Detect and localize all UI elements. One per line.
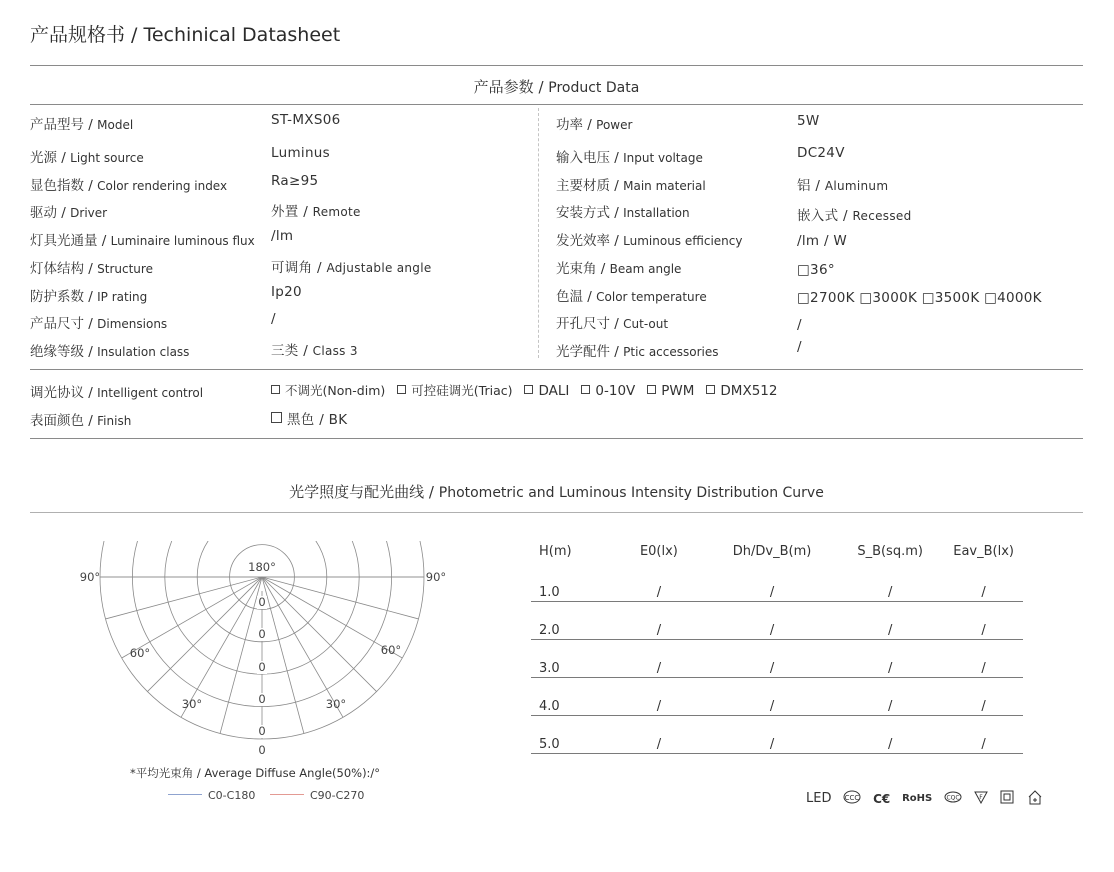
- spec-value-en: Remote: [312, 205, 361, 219]
- spec-value: [271, 339, 358, 359]
- spec-label: [30, 229, 255, 249]
- spec-value-cn: 嵌入式 /: [797, 208, 853, 224]
- spec-value-cn: 铝 /: [797, 178, 825, 194]
- spec-label: [556, 257, 681, 277]
- spec-label-cn: 产品尺寸 /: [30, 316, 98, 332]
- table-cell: /: [708, 716, 836, 754]
- spec-value: [271, 145, 330, 161]
- spec-label: [30, 340, 189, 360]
- table-cell: /: [836, 678, 944, 716]
- spec-value-text: DC24V: [797, 145, 845, 161]
- spec-label-en: Insulation class: [97, 345, 190, 359]
- spec-value: [797, 174, 888, 194]
- radial-label: 0: [258, 660, 266, 674]
- spec-label-en: Beam angle: [609, 262, 682, 276]
- legend-c0: [168, 789, 255, 802]
- spec-label-cn: 灯体结构 /: [30, 261, 98, 277]
- legend-line-c0: [168, 794, 202, 795]
- spec-label: [556, 285, 707, 305]
- table-cell: /: [836, 716, 944, 754]
- product-data-title-cn: 产品参数 /: [473, 78, 549, 96]
- legend-line-c90: [270, 794, 304, 795]
- spec-label-cn: 灯具光通量 /: [30, 233, 111, 249]
- table-cell: 1.0: [531, 564, 610, 602]
- control-option: [706, 383, 777, 399]
- spec-value: [271, 256, 432, 276]
- spec-value: [271, 228, 293, 244]
- spec-label: [556, 113, 632, 133]
- control-option-label: DMX512: [720, 383, 778, 399]
- table-cell: /: [944, 564, 1023, 602]
- spec-value-en: Aluminum: [824, 179, 889, 193]
- spec-value: [797, 113, 820, 129]
- spec-label-cn: 绝缘等级 /: [30, 344, 98, 360]
- spec-value: [271, 112, 341, 128]
- product-data-title: [30, 76, 1083, 97]
- spec-label-en: Luminaire luminous flux: [110, 234, 255, 248]
- finish-label: [30, 409, 131, 429]
- spec-value-text: /: [797, 339, 802, 355]
- photometric-table: [531, 538, 1023, 754]
- spec-label-en: Main material: [623, 179, 706, 193]
- table-cell: /: [610, 640, 708, 678]
- control-option: [581, 383, 635, 399]
- control-label-en: Intelligent control: [97, 386, 204, 400]
- control-option: [271, 381, 385, 399]
- spec-label-cn: 光学配件 /: [556, 344, 624, 360]
- spec-label-en: Cut-out: [623, 317, 669, 331]
- radial-label: 0: [258, 743, 266, 757]
- class-ii-icon: [1000, 790, 1014, 807]
- polar-spoke: [262, 577, 304, 733]
- divider: [30, 438, 1083, 439]
- spec-value-text: /lm / W: [797, 233, 848, 249]
- spec-value-cn: 外置 /: [271, 204, 313, 220]
- spec-label: [30, 201, 107, 221]
- table-cell: /: [708, 602, 836, 640]
- spec-value: [797, 233, 847, 249]
- spec-label-cn: 输入电压 /: [556, 150, 624, 166]
- spec-label-en: Power: [596, 118, 633, 132]
- spec-value-text: □36°: [797, 262, 835, 278]
- ce-mark: C€: [873, 791, 891, 806]
- control-option-label: 不调光(Non-dim): [285, 383, 386, 398]
- spec-label-en: Ptic accessories: [623, 345, 719, 359]
- radial-label: 0: [258, 724, 266, 738]
- spec-value-text: /: [797, 317, 802, 333]
- table-cell: /: [836, 602, 944, 640]
- table-cell: /: [944, 640, 1023, 678]
- checkbox[interactable]: [647, 385, 656, 394]
- spec-label-en: Light source: [70, 151, 144, 165]
- spec-label: [30, 285, 147, 305]
- legend-c90: [270, 789, 364, 802]
- table-cell: /: [836, 564, 944, 602]
- spec-label-cn: 色温 /: [556, 289, 597, 305]
- spec-label-cn: 功率 /: [556, 117, 597, 133]
- spec-label-en: Installation: [623, 206, 690, 220]
- spec-value: [797, 204, 912, 224]
- angle-label-30-left: 30°: [181, 697, 203, 711]
- spec-label: [556, 312, 668, 332]
- finish-value-text: 黑色 / BK: [287, 412, 348, 428]
- rohs-mark: RoHS: [902, 793, 933, 804]
- control-options: [271, 381, 789, 399]
- table-cell: /: [610, 716, 708, 754]
- checkbox[interactable]: [581, 385, 590, 394]
- table-row: [531, 640, 1023, 678]
- table-cell: /: [708, 640, 836, 678]
- finish-label-cn: 表面颜色 /: [30, 413, 98, 429]
- control-option-label: 0-10V: [595, 383, 636, 399]
- table-row: [531, 678, 1023, 716]
- ccc-icon: [843, 790, 861, 807]
- spec-value: [271, 311, 276, 327]
- spec-label: [556, 146, 703, 166]
- control-option: [524, 383, 569, 399]
- table-cell: /: [610, 678, 708, 716]
- spec-label-en: Color temperature: [596, 290, 707, 304]
- table-header-cell: E0(lx): [639, 543, 678, 559]
- control-label: [30, 381, 203, 401]
- spec-label: [556, 174, 706, 194]
- spec-label-cn: 发光效率 /: [556, 233, 624, 249]
- photometric-title-en: Photometric and Luminous Intensity Distribution Curve: [438, 485, 824, 501]
- angle-label-30-right: 30°: [325, 697, 347, 711]
- table-row: [531, 602, 1023, 640]
- table-header-cell: Dh/Dv_B(m): [732, 543, 812, 559]
- divider: [30, 104, 1083, 105]
- polar-spoke: [106, 577, 262, 619]
- spec-value-en: Class 3: [312, 344, 358, 358]
- page-title: 产品规格书 / Techinical Datasheet: [30, 24, 341, 46]
- spec-value-text: Luminus: [271, 145, 330, 161]
- polar-spoke: [147, 577, 262, 692]
- spec-value-cn: 三类 /: [271, 343, 313, 359]
- spec-label-cn: 产品型号 /: [30, 117, 98, 133]
- spec-label-en: Dimensions: [97, 317, 168, 331]
- spec-label: [556, 201, 690, 221]
- spec-label-cn: 防护系数 /: [30, 289, 98, 305]
- table-cell: /: [944, 678, 1023, 716]
- finish-value: [271, 408, 347, 428]
- polar-spoke: [262, 577, 377, 692]
- table-row: [531, 564, 1023, 602]
- checkbox[interactable]: [706, 385, 715, 394]
- legend-label-c0: C0-C180: [208, 789, 256, 802]
- spec-value: [797, 262, 835, 278]
- spec-value: [797, 317, 802, 333]
- spec-value-text: Ip20: [271, 284, 302, 300]
- divider: [30, 512, 1083, 513]
- table-cell: 3.0: [531, 640, 610, 678]
- indoor-use-icon: [1026, 789, 1044, 808]
- spec-value-text: /: [271, 311, 276, 327]
- svg-text:CQC: CQC: [946, 794, 960, 802]
- table-cell: /: [944, 716, 1023, 754]
- table-cell: /: [836, 640, 944, 678]
- table-cell: /: [610, 602, 708, 640]
- spec-label: [30, 257, 153, 277]
- checkbox[interactable]: [271, 412, 282, 423]
- svg-text:F: F: [979, 793, 983, 801]
- spec-label-cn: 安装方式 /: [556, 205, 624, 221]
- table-header-cell: Eav_B(lx): [953, 543, 1014, 559]
- spec-value: [797, 145, 845, 161]
- spec-value: [797, 339, 802, 355]
- spec-value-text: □2700K □3000K □3500K □4000K: [797, 290, 1042, 306]
- table-cell: 2.0: [531, 602, 610, 640]
- spec-value-text: 5W: [797, 113, 820, 129]
- divider: [30, 65, 1083, 66]
- spec-value-en: Adjustable angle: [326, 261, 432, 275]
- polar-spoke: [220, 577, 262, 733]
- table-header-cell: S_B(sq.m): [857, 543, 923, 559]
- product-data-title-en: Product Data: [548, 80, 640, 96]
- spec-value-text: ST-MXS06: [271, 112, 341, 128]
- finish-label-en: Finish: [97, 414, 132, 428]
- spec-label-en: Luminous efficiency: [623, 234, 743, 248]
- spec-label-cn: 光源 /: [30, 150, 71, 166]
- spec-value-en: Recessed: [852, 209, 912, 223]
- spec-label-cn: 光束角 /: [556, 261, 610, 277]
- photometric-title: [30, 481, 1083, 502]
- table-cell: /: [708, 564, 836, 602]
- angle-label-60-left: 60°: [129, 646, 151, 660]
- control-option: [397, 381, 512, 399]
- spec-value: [797, 290, 1042, 306]
- spec-label: [30, 174, 227, 194]
- spec-label-en: Color rendering index: [97, 179, 228, 193]
- spec-label: [556, 229, 742, 249]
- radial-label: 0: [258, 595, 266, 609]
- angle-label-60-right: 60°: [380, 643, 402, 657]
- table-header-cell: H(m): [539, 543, 572, 559]
- spec-value-text: /lm: [271, 228, 294, 244]
- column-divider: [538, 108, 539, 358]
- svg-text:CCC: CCC: [844, 794, 860, 802]
- angle-label-180: 180°: [248, 560, 276, 574]
- table-cell: 5.0: [531, 716, 610, 754]
- spec-label: [30, 113, 133, 133]
- spec-label-cn: 显色指数 /: [30, 178, 98, 194]
- table-header-row: [531, 538, 1023, 564]
- table-cell: 4.0: [531, 678, 610, 716]
- spec-value-cn: 可调角 /: [271, 260, 327, 276]
- spec-value: [271, 173, 318, 189]
- spec-label: [30, 146, 144, 166]
- checkbox[interactable]: [397, 385, 406, 394]
- table-row: [531, 716, 1023, 754]
- spec-value: [271, 200, 361, 220]
- spec-label-en: IP rating: [97, 290, 148, 304]
- spec-label-en: Driver: [70, 206, 108, 220]
- f-mark-icon: [974, 791, 988, 807]
- spec-value-text: Ra≥95: [271, 173, 319, 189]
- control-option-label: 可控硅调光(Triac): [411, 383, 513, 398]
- divider: [30, 369, 1083, 370]
- polar-spoke: [262, 577, 418, 619]
- certification-marks: [806, 789, 1052, 808]
- average-diffuse-angle-note: *平均光束角 / Average Diffuse Angle(50%):/°: [130, 766, 381, 780]
- spec-label-en: Model: [97, 118, 134, 132]
- table-cell: /: [708, 678, 836, 716]
- spec-label: [556, 340, 719, 360]
- photometric-title-cn: 光学照度与配光曲线 /: [289, 483, 439, 501]
- cqc-icon: [944, 791, 962, 806]
- control-option: [647, 383, 694, 399]
- legend-label-c90: C90-C270: [310, 789, 365, 802]
- table-cell: /: [944, 602, 1023, 640]
- spec-label-cn: 驱动 /: [30, 205, 71, 221]
- checkbox[interactable]: [524, 385, 533, 394]
- spec-label-en: Input voltage: [623, 151, 703, 165]
- radial-label: 0: [258, 627, 266, 641]
- spec-label-cn: 开孔尺寸 /: [556, 316, 624, 332]
- spec-value: [271, 284, 302, 300]
- checkbox[interactable]: [271, 385, 280, 394]
- angle-label-90-left: 90°: [79, 570, 101, 584]
- radial-label: 0: [258, 692, 266, 706]
- angle-label-90-right: 90°: [425, 570, 447, 584]
- control-option-label: DALI: [538, 383, 570, 399]
- control-label-cn: 调光协议 /: [30, 385, 98, 401]
- table-cell: /: [610, 564, 708, 602]
- spec-label-en: Structure: [97, 262, 153, 276]
- control-option-label: PWM: [661, 383, 695, 399]
- led-mark: LED: [806, 791, 832, 806]
- polar-diagram: [70, 535, 470, 765]
- spec-label: [30, 312, 167, 332]
- spec-label-cn: 主要材质 /: [556, 178, 624, 194]
